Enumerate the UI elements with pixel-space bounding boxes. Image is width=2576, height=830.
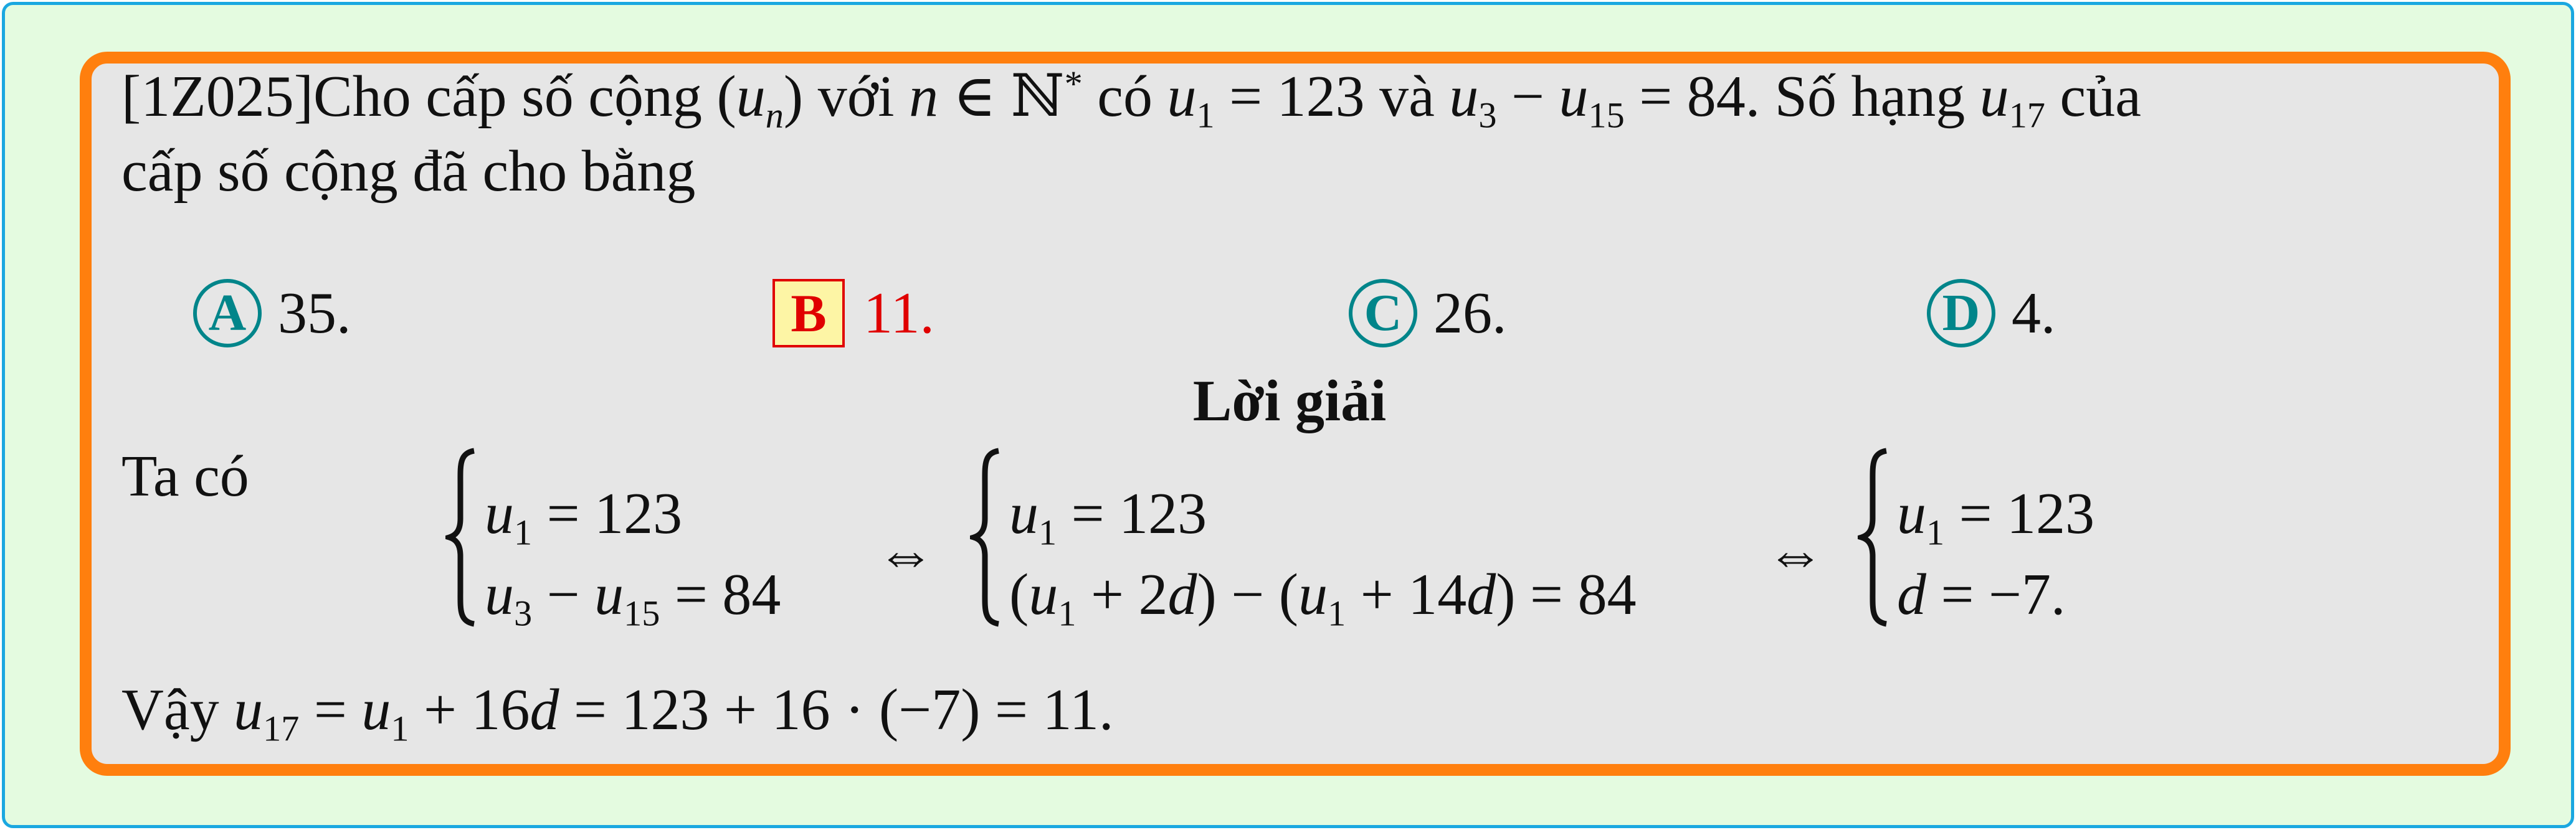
option-b-value: 11.	[863, 281, 935, 346]
system2-row1: $u_1 = 123$	[1009, 481, 1207, 553]
sub-15: 15	[1588, 95, 1625, 136]
option-d-value: 4.	[2012, 281, 2056, 346]
superscript-star: *	[1064, 63, 1083, 104]
option-b-badge-correct: B	[772, 279, 845, 347]
var-n: n	[909, 64, 939, 129]
var-u: u	[1979, 64, 2009, 129]
var-u: u	[1449, 64, 1479, 129]
system1-row1: $u_1 = 123$	[485, 481, 683, 553]
var-u: u	[1559, 64, 1589, 129]
option-a-badge: A	[193, 279, 262, 347]
option-b[interactable]	[772, 279, 934, 347]
problem-line-2: cấp số cộng đã cho bằng	[121, 139, 696, 204]
solution-title: Lời giải	[1192, 369, 1387, 433]
equivalence-symbol-1: ⇔	[877, 522, 935, 587]
text: ) với	[783, 64, 910, 129]
text: có	[1082, 64, 1167, 129]
solution-intro: Ta có	[121, 444, 249, 509]
sub-3: 3	[1478, 95, 1497, 136]
text: = 84. Số hạng	[1624, 64, 1980, 129]
option-d-badge: D	[1927, 279, 1995, 347]
problem-code: [1Z025]	[121, 64, 314, 129]
option-a-value: 35.	[278, 281, 351, 346]
system2-row2: $(u_1 + 2d) - (u_1 + 14d) = 84$	[1009, 562, 1637, 634]
sub-n: n	[765, 95, 784, 136]
text: = 123 và	[1214, 64, 1450, 129]
system3-row1: $u_1 = 123$	[1897, 481, 2095, 553]
system3-row2: d = −7.	[1897, 562, 2066, 627]
option-c-badge: C	[1349, 279, 1417, 347]
option-c-value: 26.	[1433, 281, 1507, 346]
left-brace-3	[1858, 447, 1893, 628]
left-brace-1	[445, 447, 480, 628]
text: Cho cấp số cộng (	[313, 64, 736, 129]
sub-1: 1	[1196, 95, 1215, 136]
text: của	[2045, 64, 2141, 129]
sub-17: 17	[2008, 95, 2046, 136]
option-c[interactable]	[1349, 279, 1507, 347]
solution-conclusion: Vậy $u_{17} = u_1 + 16d = 123 + 16 \cdot (-7) = 11$.	[121, 677, 1114, 749]
system1-row2: $u_3 - u_{15} = 84$	[485, 562, 781, 634]
option-a[interactable]	[193, 279, 351, 347]
var-u: u	[736, 64, 766, 129]
var-u: u	[1167, 64, 1197, 129]
text: −	[1496, 64, 1559, 129]
option-d[interactable]	[1927, 279, 2056, 347]
equivalence-symbol-2: ⇔	[1766, 522, 1825, 587]
text: ∈ ℕ	[938, 64, 1065, 129]
problem-line-1	[121, 62, 2141, 136]
left-brace-2	[970, 447, 1005, 628]
